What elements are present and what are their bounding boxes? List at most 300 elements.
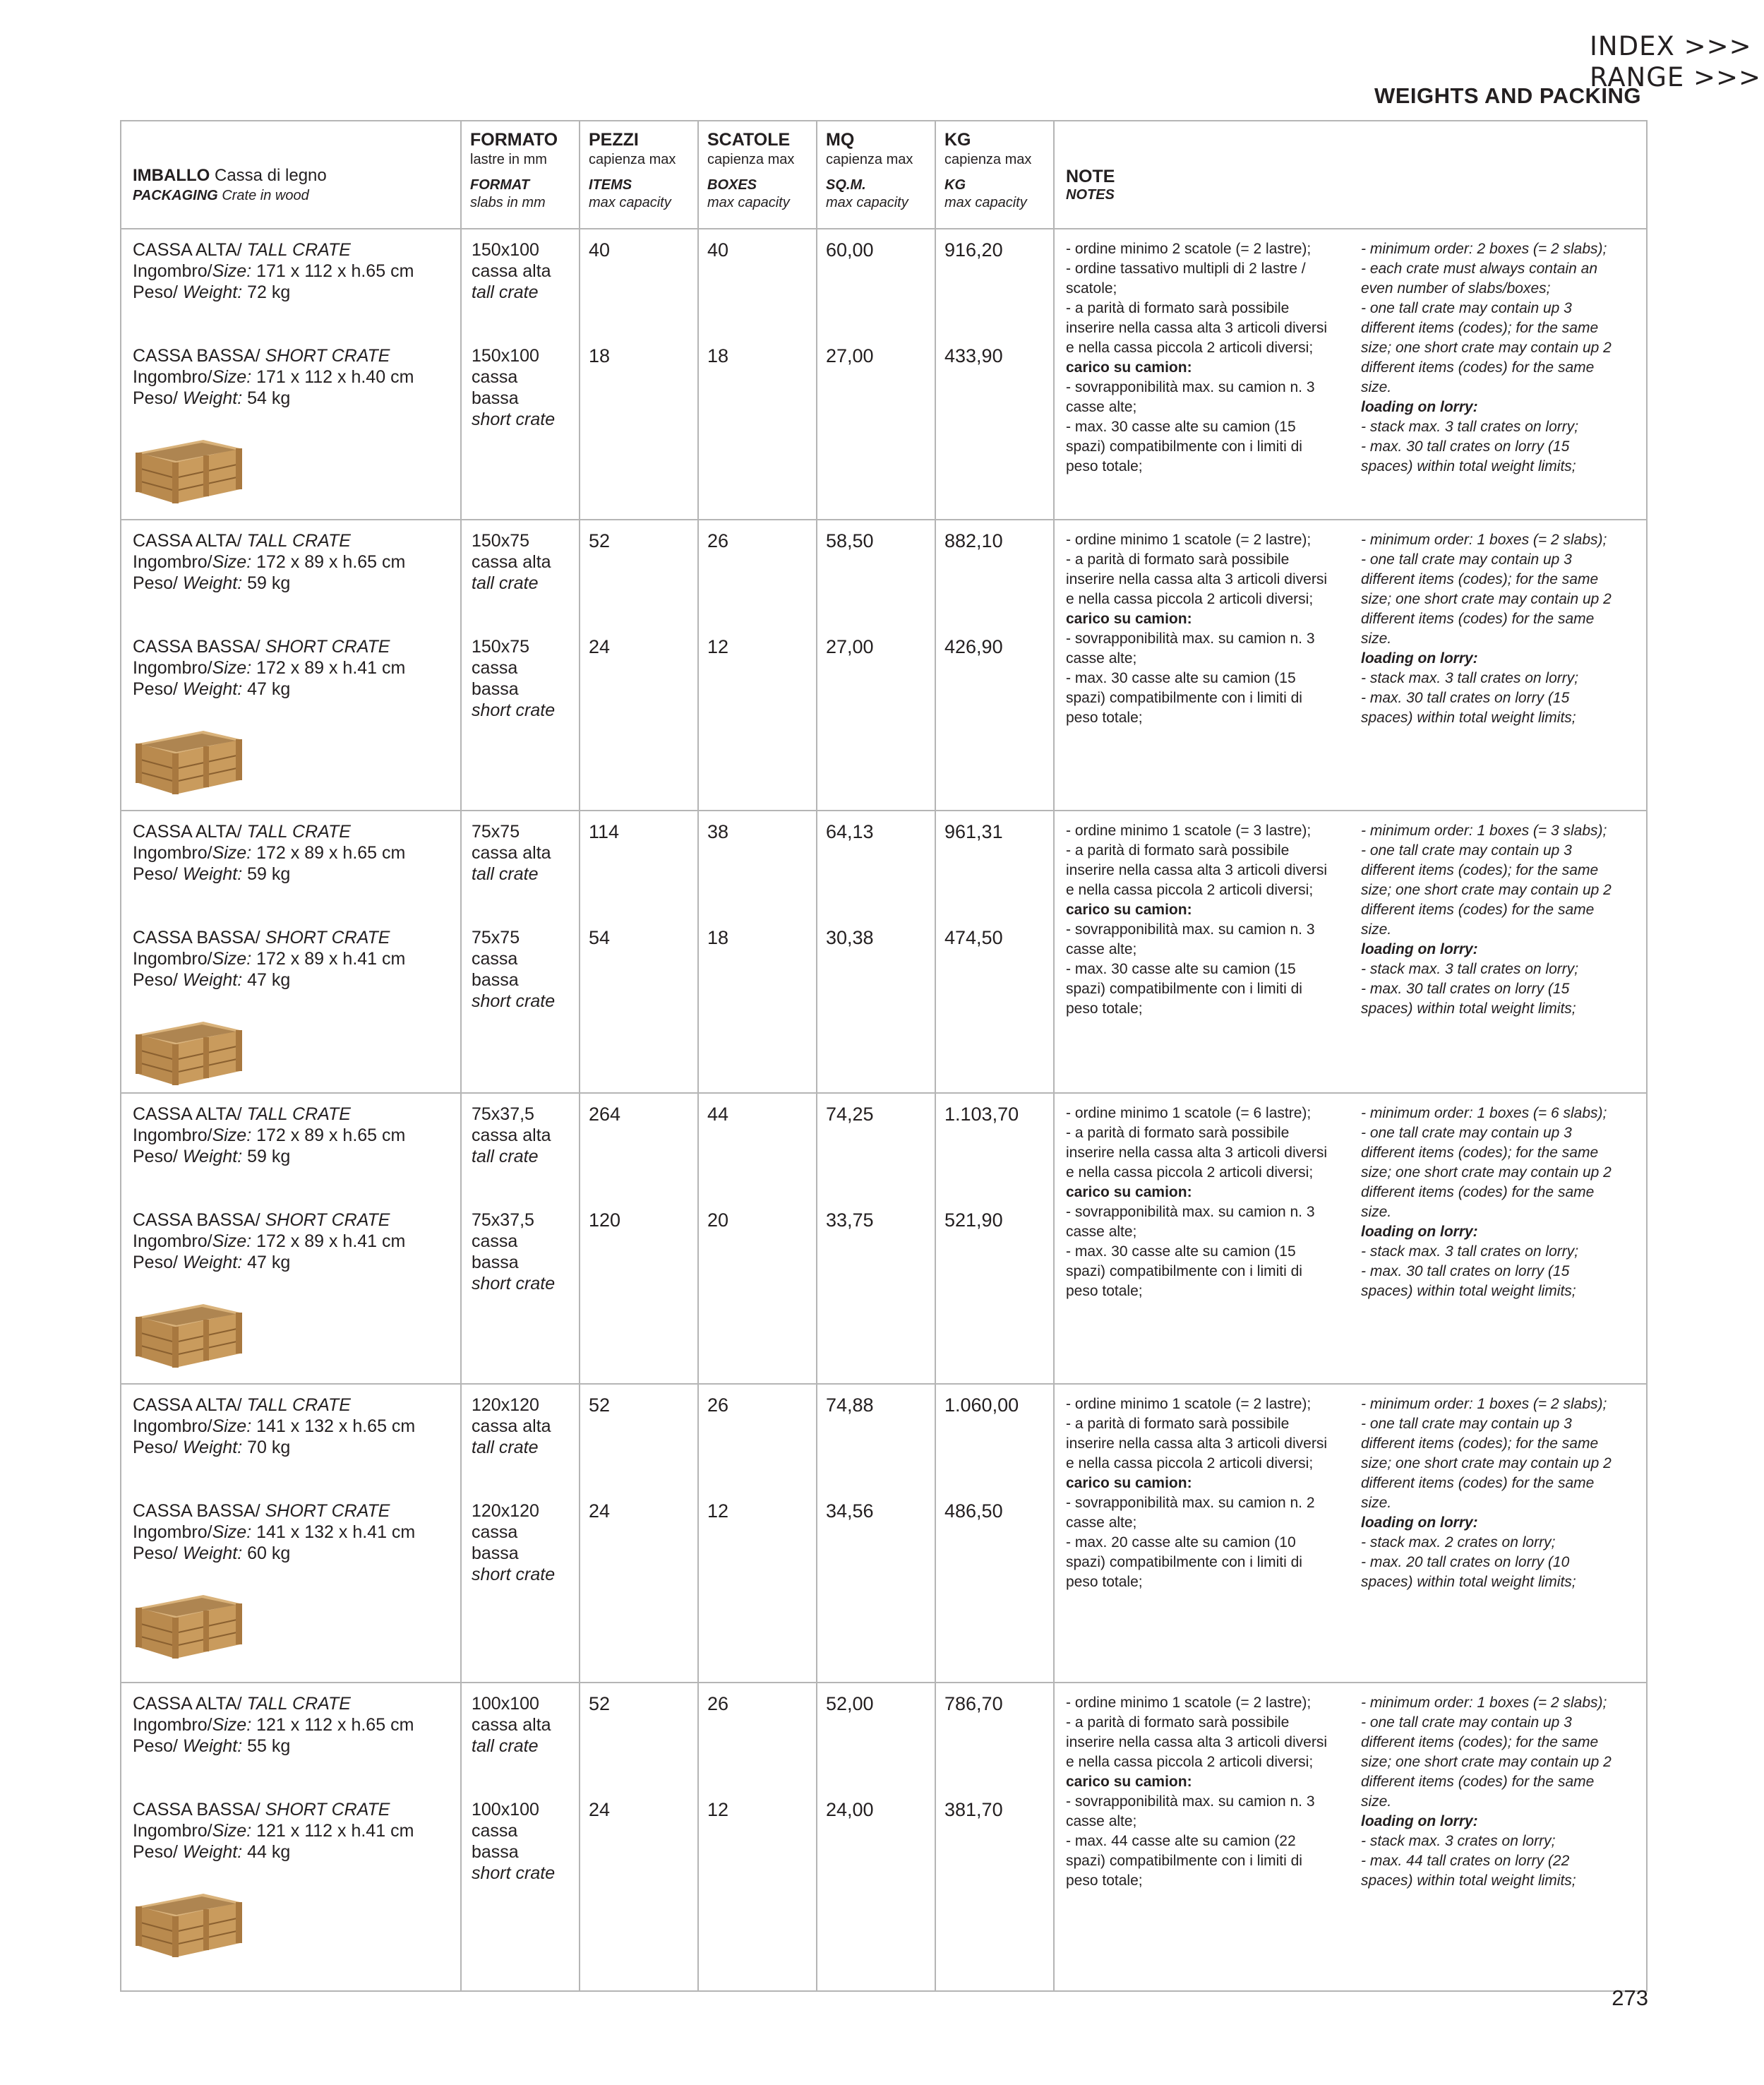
- note-line-en: - each crate must always contain an even number of slabs/boxes;: [1361, 261, 1597, 297]
- weight-label-en: Weight:: [182, 573, 243, 593]
- kg-short-value: 474,50: [944, 927, 1003, 948]
- items-cell-values: [580, 1683, 697, 1820]
- header-imballo-sub: Cassa di legno: [214, 165, 327, 185]
- format-crate-en: tall crate: [472, 1438, 539, 1457]
- short-crate-title: [133, 1799, 449, 1820]
- header-scatole: SCATOLE: [707, 130, 791, 150]
- weight-value: 55 kg: [247, 1736, 291, 1756]
- tall-crate-description: [133, 239, 449, 303]
- size-label-it: Ingombro/: [133, 1231, 212, 1251]
- boxes-short-value: 12: [707, 1799, 729, 1820]
- sqm-cell: [817, 811, 935, 1093]
- format-values: [462, 1385, 579, 1585]
- size-label-it: Ingombro/: [133, 1416, 212, 1436]
- kg-short-value: 521,90: [944, 1209, 1003, 1231]
- short-crate-title: [133, 1209, 449, 1231]
- size-value: 172 x 89 x h.65 cm: [256, 843, 406, 863]
- size-value: 121 x 112 x h.41 cm: [256, 1821, 414, 1841]
- weight-label-en: Weight:: [182, 282, 243, 302]
- note-heading-en: loading on lorry:: [1361, 1224, 1478, 1240]
- size-label-en: Size:: [212, 1821, 252, 1841]
- crate-description-cell: [121, 229, 461, 520]
- weight-label-en: Weight:: [182, 1253, 243, 1272]
- note-line-it: - a parità di formato sarà possibile inserire nella cassa alta 3 articoli diversi e nella cassa piccola 2 articoli diversi;: [1066, 1416, 1327, 1471]
- weight-label-it: Peso/: [133, 388, 178, 408]
- kg-cell-values: [936, 520, 1053, 657]
- boxes-tall-value: 26: [707, 1693, 729, 1714]
- tall-crate-size: [133, 261, 449, 282]
- items-cell: [580, 520, 698, 811]
- note-line-en: - minimum order: 1 boxes (= 3 slabs);: [1361, 823, 1607, 839]
- weight-label-it: Peso/: [133, 970, 178, 990]
- crate-type-it: CASSA BASSA/: [133, 346, 260, 366]
- format-crate-en: short crate: [472, 1863, 556, 1883]
- size-label-it: Ingombro/: [133, 843, 212, 863]
- note-line-it: - ordine minimo 2 scatole (= 2 lastre);: [1066, 241, 1312, 257]
- sqm-cell-values: [817, 229, 935, 366]
- header-kg-en: KG: [944, 177, 966, 193]
- kg-short-value: 426,90: [944, 636, 1003, 657]
- note-line-it: - sovrapponibilità max. su camion n. 3 casse alte;: [1066, 921, 1315, 957]
- kg-cell-values: [936, 811, 1053, 948]
- format-values: [462, 229, 579, 430]
- items-cell-values: [580, 1094, 697, 1231]
- weight-value: 72 kg: [247, 282, 291, 302]
- notes-content: [1055, 1385, 1646, 1592]
- notes-italian: [1066, 1394, 1334, 1592]
- tall-format: [472, 821, 569, 885]
- items-short-value: 18: [589, 345, 611, 366]
- format-values: [462, 1094, 579, 1294]
- format-crate-en: tall crate: [472, 1147, 539, 1166]
- size-label-it: Ingombro/: [133, 949, 212, 969]
- header-notes: [1054, 121, 1647, 229]
- note-line-it: - max. 30 casse alte su camion (15 spazi) compatibilmente con i limiti di peso totale;: [1066, 670, 1302, 726]
- format-crate-it: cassa alta: [472, 552, 551, 572]
- format-size: 150x75: [472, 637, 530, 657]
- kg-cell: [935, 1384, 1054, 1683]
- tall-format: [472, 1104, 569, 1167]
- format-size: 75x75: [472, 822, 520, 842]
- header-sqm-en-sub: max capacity: [826, 195, 908, 210]
- range-link[interactable]: RANGE >>>: [1590, 62, 1762, 92]
- sqm-cell: [817, 520, 935, 811]
- crate-type-it: CASSA BASSA/: [133, 637, 260, 657]
- header-note: NOTE: [1066, 166, 1115, 186]
- format-crate-it: cassa alta: [472, 843, 551, 863]
- items-tall-value: 52: [589, 530, 611, 551]
- sqm-tall-value: 58,50: [826, 530, 874, 551]
- notes-english: [1361, 530, 1622, 728]
- crate-type-en: SHORT CRATE: [265, 637, 390, 657]
- note-line-en: - max. 30 tall crates on lorry (15 spaces) within total weight limits;: [1361, 981, 1576, 1017]
- header-items-en-sub: max capacity: [589, 195, 671, 210]
- format-cell: [461, 1093, 580, 1384]
- weight-label-en: Weight:: [182, 1842, 243, 1862]
- note-line-en: - one tall crate may contain up 3 different items (codes); for the same size; one short crate may contain up 2 different items (codes) for the same size.: [1361, 1416, 1612, 1511]
- note-line-en: - minimum order: 1 boxes (= 6 slabs);: [1361, 1105, 1607, 1121]
- tall-format: [472, 1693, 569, 1757]
- header-boxes-en: BOXES: [707, 177, 757, 193]
- table-row: [121, 811, 1647, 1093]
- weight-label-it: Peso/: [133, 679, 178, 699]
- weight-value: 60 kg: [247, 1543, 291, 1563]
- page-number: 273: [1612, 1985, 1648, 2010]
- tall-crate-weight: [133, 573, 449, 594]
- note-heading-en: loading on lorry:: [1361, 399, 1478, 415]
- tall-crate-description: [133, 821, 449, 885]
- size-label-it: Ingombro/: [133, 261, 212, 281]
- note-line-it: - sovrapponibilità max. su camion n. 2 casse alte;: [1066, 1495, 1315, 1531]
- format-crate-en: short crate: [472, 991, 556, 1011]
- boxes-cell-values: [699, 811, 816, 948]
- format-size: 100x100: [472, 1800, 539, 1820]
- notes-italian: [1066, 1693, 1334, 1891]
- note-line-en: - stack max. 3 tall crates on lorry;: [1361, 419, 1579, 435]
- weight-value: 54 kg: [247, 388, 291, 408]
- size-label-en: Size:: [212, 1715, 252, 1735]
- format-crate-en: short crate: [472, 700, 556, 720]
- short-format: [472, 1209, 569, 1294]
- index-link[interactable]: INDEX >>>: [1590, 31, 1752, 61]
- format-cell: [461, 811, 580, 1093]
- table-row: [121, 520, 1647, 811]
- header-notes-en: NOTES: [1066, 186, 1115, 203]
- boxes-cell-values: [699, 1385, 816, 1522]
- crate-type-it: CASSA BASSA/: [133, 1800, 260, 1820]
- notes-cell: [1054, 1384, 1647, 1683]
- sqm-cell-values: [817, 520, 935, 657]
- note-line-it: - sovrapponibilità max. su camion n. 3 casse alte;: [1066, 1204, 1315, 1240]
- notes-cell: [1054, 811, 1647, 1093]
- note-line-it: - sovrapponibilità max. su camion n. 3 casse alte;: [1066, 1793, 1315, 1829]
- kg-tall-value: 882,10: [944, 530, 1003, 551]
- boxes-tall-value: 44: [707, 1104, 729, 1125]
- tall-crate-title: [133, 821, 449, 842]
- crate-image: [133, 1289, 246, 1372]
- crate-type-it: CASSA ALTA/: [133, 1395, 242, 1415]
- tall-format: [472, 530, 569, 594]
- boxes-cell: [698, 520, 817, 811]
- items-tall-value: 264: [589, 1104, 621, 1125]
- sqm-cell-values: [817, 1683, 935, 1820]
- header-boxes: [698, 121, 817, 229]
- note-line-it: - max. 30 casse alte su camion (15 spazi) compatibilmente con i limiti di peso totale;: [1066, 419, 1302, 474]
- kg-tall-value: 1.103,70: [944, 1104, 1019, 1125]
- size-value: 172 x 89 x h.65 cm: [256, 1125, 406, 1145]
- boxes-short-value: 20: [707, 1209, 729, 1231]
- weight-label-it: Peso/: [133, 573, 178, 593]
- sqm-cell-values: [817, 1094, 935, 1231]
- size-label-it: Ingombro/: [133, 1522, 212, 1542]
- kg-cell: [935, 229, 1054, 520]
- format-crate-it: cassa alta: [472, 1715, 551, 1735]
- weight-value: 59 kg: [247, 573, 291, 593]
- size-label-it: Ingombro/: [133, 1821, 212, 1841]
- short-crate-size: [133, 1231, 449, 1252]
- short-crate-size: [133, 948, 449, 969]
- weight-label-en: Weight:: [182, 1543, 243, 1563]
- crate-description-cell: [121, 811, 461, 1093]
- table-row: [121, 229, 1647, 520]
- tall-crate-description: [133, 1693, 449, 1757]
- boxes-cell-values: [699, 1683, 816, 1820]
- kg-cell-values: [936, 1094, 1053, 1231]
- note-heading-it: carico su camion:: [1066, 902, 1192, 918]
- short-crate-title: [133, 927, 449, 948]
- crate-description-cell: [121, 1093, 461, 1384]
- size-label-en: Size:: [212, 658, 252, 678]
- crate-type-it: CASSA BASSA/: [133, 928, 260, 948]
- boxes-tall-value: 26: [707, 530, 729, 551]
- tall-crate-size: [133, 551, 449, 573]
- short-crate-weight: [133, 969, 449, 991]
- note-line-it: - max. 30 casse alte su camion (15 spazi) compatibilmente con i limiti di peso totale;: [1066, 961, 1302, 1017]
- sqm-cell: [817, 1093, 935, 1384]
- tall-crate-size: [133, 842, 449, 864]
- weight-value: 59 kg: [247, 864, 291, 884]
- weight-label-it: Peso/: [133, 1842, 178, 1862]
- format-size: 120x120: [472, 1501, 539, 1521]
- kg-cell: [935, 520, 1054, 811]
- tall-crate-title: [133, 530, 449, 551]
- crate-image: [133, 1878, 246, 1961]
- note-line-en: - stack max. 3 tall crates on lorry;: [1361, 961, 1579, 977]
- note-line-it: - a parità di formato sarà possibile inserire nella cassa alta 3 articoli diversi e nella cassa piccola 2 articoli diversi;: [1066, 1125, 1327, 1181]
- notes-cell: [1054, 520, 1647, 811]
- short-format: [472, 1799, 569, 1884]
- note-heading-it: carico su camion:: [1066, 1184, 1192, 1200]
- notes-italian: [1066, 1104, 1334, 1301]
- weight-label-it: Peso/: [133, 1147, 178, 1166]
- header-imballo: IMBALLO: [133, 165, 210, 185]
- header-format-en: FORMAT: [470, 177, 530, 193]
- weight-label-en: Weight:: [182, 1438, 243, 1457]
- notes-english: [1361, 1104, 1622, 1301]
- tall-crate-weight: [133, 1735, 449, 1757]
- format-crate-it: cassa bassa: [472, 1231, 519, 1272]
- note-line-it: - ordine minimo 1 scatole (= 3 lastre);: [1066, 823, 1312, 839]
- note-line-en: - one tall crate may contain up 3 different items (codes); for the same size; one short crate may contain up 2 different items (codes) for the same size.: [1361, 1714, 1612, 1810]
- weight-label-it: Peso/: [133, 1438, 178, 1457]
- weight-label-en: Weight:: [182, 864, 243, 884]
- format-size: 150x100: [472, 346, 539, 366]
- note-line-en: - minimum order: 1 boxes (= 2 slabs);: [1361, 1695, 1607, 1711]
- header-boxes-en-sub: max capacity: [707, 195, 790, 210]
- header-sqm: [817, 121, 935, 229]
- size-label-it: Ingombro/: [133, 1125, 212, 1145]
- format-crate-en: tall crate: [472, 282, 539, 302]
- note-heading-en: loading on lorry:: [1361, 1813, 1478, 1829]
- crate-type-en: SHORT CRATE: [265, 928, 390, 948]
- kg-cell-values: [936, 1385, 1053, 1522]
- tall-crate-description: [133, 1104, 449, 1167]
- format-crate-it: cassa alta: [472, 1125, 551, 1145]
- header-kg-it: KG: [944, 130, 971, 150]
- short-crate-weight: [133, 1543, 449, 1564]
- header-kg-en-sub: max capacity: [944, 195, 1027, 210]
- note-line-it: - sovrapponibilità max. su camion n. 3 casse alte;: [1066, 631, 1315, 667]
- note-line-en: - minimum order: 1 boxes (= 2 slabs);: [1361, 532, 1607, 548]
- note-line-it: - max. 44 casse alte su camion (22 spazi) compatibilmente con i limiti di peso totale;: [1066, 1833, 1302, 1889]
- header-packaging-label: PACKAGING: [133, 187, 218, 203]
- weight-label-it: Peso/: [133, 1736, 178, 1756]
- short-crate-weight: [133, 679, 449, 700]
- items-cell: [580, 1683, 698, 1991]
- format-size: 150x100: [472, 240, 539, 260]
- header-sqm-en: SQ.M.: [826, 177, 866, 193]
- notes-content: [1055, 520, 1646, 728]
- table-row: [121, 1683, 1647, 1991]
- kg-short-value: 486,50: [944, 1500, 1003, 1522]
- boxes-tall-value: 38: [707, 821, 729, 842]
- crate-type-it: CASSA ALTA/: [133, 531, 242, 551]
- tall-crate-weight: [133, 282, 449, 303]
- crate-type-en: SHORT CRATE: [265, 1501, 390, 1521]
- note-line-en: - one tall crate may contain up 3 different items (codes); for the same size; one short crate may contain up 2 different items (codes) for the same size.: [1361, 300, 1612, 395]
- tall-crate-description: [133, 1394, 449, 1458]
- weight-label-it: Peso/: [133, 864, 178, 884]
- tall-format: [472, 1394, 569, 1458]
- format-values: [462, 1683, 579, 1884]
- crate-type-it: CASSA BASSA/: [133, 1210, 260, 1230]
- kg-cell-values: [936, 229, 1053, 366]
- tall-crate-weight: [133, 1437, 449, 1458]
- note-line-en: - minimum order: 1 boxes (= 2 slabs);: [1361, 1396, 1607, 1412]
- header-format-en-sub: slabs in mm: [470, 195, 546, 210]
- format-size: 100x100: [472, 1694, 539, 1714]
- format-crate-en: short crate: [472, 1565, 556, 1584]
- weight-label-it: Peso/: [133, 1543, 178, 1563]
- short-format: [472, 1500, 569, 1585]
- crate-image: [133, 1006, 246, 1089]
- weight-label-en: Weight:: [182, 679, 243, 699]
- boxes-short-value: 12: [707, 1500, 729, 1522]
- format-cell: [461, 1384, 580, 1683]
- short-crate-title: [133, 345, 449, 366]
- crate-description-cell: [121, 1384, 461, 1683]
- note-line-en: - max. 44 tall crates on lorry (22 spaces) within total weight limits;: [1361, 1853, 1576, 1889]
- boxes-cell: [698, 1384, 817, 1683]
- note-heading-en: loading on lorry:: [1361, 941, 1478, 957]
- crate-type-en: TALL CRATE: [246, 1395, 351, 1415]
- tall-crate-title: [133, 1394, 449, 1416]
- format-values: [462, 811, 579, 1012]
- tall-crate-size: [133, 1714, 449, 1735]
- note-line-en: - max. 20 tall crates on lorry (10 spaces) within total weight limits;: [1361, 1554, 1576, 1590]
- short-crate-size: [133, 657, 449, 679]
- note-line-en: - stack max. 3 tall crates on lorry;: [1361, 670, 1579, 686]
- note-heading-it: carico su camion:: [1066, 1774, 1192, 1790]
- sqm-short-value: 24,00: [826, 1799, 874, 1820]
- items-cell-values: [580, 811, 697, 948]
- format-size: 150x75: [472, 531, 530, 551]
- items-cell-values: [580, 520, 697, 657]
- boxes-cell-values: [699, 1094, 816, 1231]
- size-label-en: Size:: [212, 1522, 252, 1542]
- boxes-tall-value: 40: [707, 239, 729, 261]
- sqm-tall-value: 60,00: [826, 239, 874, 261]
- header-mq: MQ: [826, 130, 855, 150]
- header-packaging: [121, 121, 461, 229]
- kg-tall-value: 961,31: [944, 821, 1003, 842]
- crate-type-it: CASSA ALTA/: [133, 822, 242, 842]
- sqm-cell-values: [817, 811, 935, 948]
- notes-content: [1055, 1683, 1646, 1891]
- boxes-cell: [698, 1093, 817, 1384]
- crate-type-en: TALL CRATE: [246, 1104, 351, 1124]
- crate-description-cell: [121, 520, 461, 811]
- items-tall-value: 114: [589, 821, 620, 842]
- items-short-value: 120: [589, 1209, 621, 1231]
- format-values: [462, 520, 579, 721]
- crate-image: [133, 1579, 246, 1663]
- note-line-it: - ordine tassativo multipli di 2 lastre / scatole;: [1066, 261, 1306, 297]
- size-label-en: Size:: [212, 1416, 252, 1436]
- size-value: 121 x 112 x h.65 cm: [256, 1715, 414, 1735]
- short-crate-description: [133, 345, 449, 409]
- items-short-value: 24: [589, 1799, 611, 1820]
- header-kg: [935, 121, 1054, 229]
- kg-tall-value: 916,20: [944, 239, 1003, 261]
- format-crate-it: cassa alta: [472, 261, 551, 281]
- notes-cell: [1054, 1683, 1647, 1991]
- header-pezzi: PEZZI: [589, 130, 639, 150]
- crate-type-en: TALL CRATE: [246, 531, 351, 551]
- notes-english: [1361, 1394, 1622, 1592]
- notes-content: [1055, 1094, 1646, 1301]
- format-cell: [461, 229, 580, 520]
- short-format: [472, 345, 569, 430]
- format-size: 75x37,5: [472, 1210, 534, 1230]
- short-format: [472, 636, 569, 721]
- note-heading-it: carico su camion:: [1066, 611, 1192, 627]
- size-label-it: Ingombro/: [133, 367, 212, 387]
- items-cell: [580, 1384, 698, 1683]
- weight-value: 59 kg: [247, 1147, 291, 1166]
- format-crate-it: cassa bassa: [472, 367, 519, 408]
- size-label-it: Ingombro/: [133, 1715, 212, 1735]
- crate-type-en: SHORT CRATE: [265, 1210, 390, 1230]
- format-crate-en: short crate: [472, 1274, 556, 1294]
- kg-tall-value: 1.060,00: [944, 1394, 1019, 1416]
- sqm-short-value: 33,75: [826, 1209, 874, 1231]
- format-crate-en: tall crate: [472, 1736, 539, 1756]
- note-line-en: - minimum order: 2 boxes (= 2 slabs);: [1361, 241, 1607, 257]
- note-line-en: - max. 30 tall crates on lorry (15 spaces) within total weight limits;: [1361, 1263, 1576, 1299]
- short-crate-description: [133, 636, 449, 700]
- header-scatole-sub: capienza max: [707, 152, 795, 167]
- note-line-it: - a parità di formato sarà possibile inserire nella cassa alta 3 articoli diversi e nella cassa piccola 2 articoli diversi;: [1066, 1714, 1327, 1770]
- size-value: 171 x 112 x h.40 cm: [256, 367, 414, 387]
- items-cell: [580, 811, 698, 1093]
- header-pezzi-sub: capienza max: [589, 152, 676, 167]
- format-cell: [461, 520, 580, 811]
- boxes-cell-values: [699, 520, 816, 657]
- crate-description: [121, 1385, 460, 1663]
- items-cell: [580, 1093, 698, 1384]
- boxes-cell: [698, 1683, 817, 1991]
- short-crate-size: [133, 366, 449, 388]
- format-size: 120x120: [472, 1395, 539, 1415]
- note-line-it: - max. 20 casse alte su camion (10 spazi) compatibilmente con i limiti di peso totale;: [1066, 1534, 1302, 1590]
- weight-label-en: Weight:: [182, 1147, 243, 1166]
- size-label-it: Ingombro/: [133, 552, 212, 572]
- weight-label-en: Weight:: [182, 970, 243, 990]
- sqm-short-value: 34,56: [826, 1500, 874, 1522]
- note-line-it: - ordine minimo 1 scatole (= 2 lastre);: [1066, 532, 1312, 548]
- size-label-en: Size:: [212, 1125, 252, 1145]
